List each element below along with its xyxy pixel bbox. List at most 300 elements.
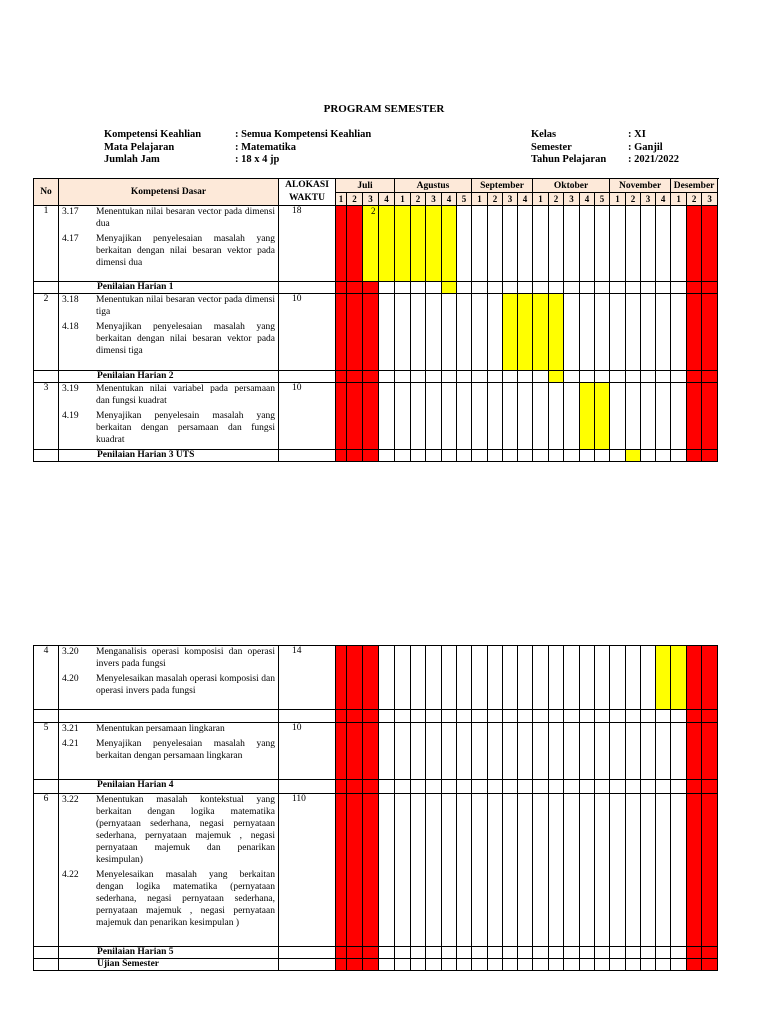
week-cell	[488, 282, 503, 294]
week-cell	[656, 450, 671, 462]
week-cell	[533, 947, 549, 959]
competency-code: 4.21	[62, 739, 79, 749]
week-header: 4	[656, 193, 671, 206]
week-cell	[336, 294, 347, 371]
week-cell	[503, 780, 518, 794]
week-header: 3	[426, 193, 442, 206]
week-cell	[580, 710, 595, 723]
competency-text: Menganalisis operasi komposisi dan operasi invers pada fungsi	[96, 647, 275, 669]
week-cell	[610, 794, 626, 947]
week-cell	[472, 947, 488, 959]
week-cell	[702, 780, 718, 794]
week-cell	[580, 294, 595, 371]
alokasi-cell	[279, 780, 336, 794]
week-header: 1	[533, 193, 549, 206]
week-cell	[472, 646, 488, 710]
week-cell	[687, 371, 702, 383]
info-row	[104, 142, 371, 155]
week-cell	[564, 294, 580, 371]
competency-cell	[59, 723, 279, 780]
week-cell	[626, 450, 641, 462]
week-cell	[363, 794, 379, 947]
page-title: PROGRAM SEMESTER	[323, 103, 445, 115]
alokasi-value: 10	[279, 294, 336, 371]
week-cell	[442, 206, 457, 282]
week-cell	[395, 206, 411, 282]
week-cell	[656, 646, 671, 710]
week-cell	[580, 371, 595, 383]
week-cell	[379, 959, 395, 971]
week-cell	[595, 371, 610, 383]
competency-code: 3.19	[62, 384, 79, 394]
week-cell	[641, 947, 656, 959]
week-cell	[395, 780, 411, 794]
competency-code: 3.18	[62, 295, 79, 305]
week-cell	[610, 294, 626, 371]
week-cell	[641, 450, 656, 462]
row-number: 5	[34, 723, 59, 780]
week-cell	[610, 646, 626, 710]
week-cell	[472, 371, 488, 383]
competency-code: 4.22	[62, 870, 79, 880]
competency-text: Menyajikan penyelesain masalah yang berkaitan dengan persamaan dan fungsi kuadrat	[96, 411, 275, 445]
week-cell	[503, 959, 518, 971]
week-cell	[426, 646, 442, 710]
competency-text: Menentukan nilai besaran vector pada dimensi tiga	[96, 295, 275, 317]
week-cell	[564, 282, 580, 294]
week-cell	[457, 206, 472, 282]
week-cell	[363, 282, 379, 294]
competency-row	[34, 723, 718, 780]
week-cell	[671, 206, 687, 282]
week-cell	[671, 282, 687, 294]
week-cell	[379, 947, 395, 959]
week-cell	[595, 780, 610, 794]
week-cell	[518, 282, 533, 294]
alokasi-cell	[279, 450, 336, 462]
week-header: 1	[671, 193, 687, 206]
week-cell	[472, 780, 488, 794]
week-cell	[395, 710, 411, 723]
week-cell	[626, 794, 641, 947]
week-cell	[457, 959, 472, 971]
week-cell	[363, 947, 379, 959]
assessment-row	[34, 780, 718, 794]
competency-text: Menentukan masalah kontekstual yang berkaitan dengan logika matematika (pernyataan sederhana, negasi pernyataan sederhana, pernyataan majemuk , negasi pernyataan majemuk dan penarikan kesimpulan)	[96, 795, 275, 865]
row-number: 1	[34, 206, 59, 282]
week-cell	[336, 959, 347, 971]
week-cell	[702, 206, 718, 282]
week-cell	[442, 383, 457, 450]
week-cell	[503, 450, 518, 462]
no-header: No	[34, 179, 59, 206]
week-cell	[411, 371, 426, 383]
week-cell	[580, 450, 595, 462]
week-cell	[363, 294, 379, 371]
info-value: : Ganjil	[628, 141, 663, 153]
week-header: 2	[549, 193, 564, 206]
week-cell	[687, 794, 702, 947]
info-label: Kelas	[531, 129, 557, 140]
week-cell	[641, 710, 656, 723]
week-cell	[503, 794, 518, 947]
week-cell	[626, 206, 641, 282]
week-cell	[702, 723, 718, 780]
assessment-label: Penilaian Harian 3 UTS	[59, 450, 279, 462]
week-cell	[442, 646, 457, 710]
assessment-row	[34, 710, 718, 723]
week-cell	[411, 646, 426, 710]
week-cell	[503, 282, 518, 294]
week-cell	[379, 206, 395, 282]
week-header: 2	[347, 193, 363, 206]
week-cell	[488, 371, 503, 383]
week-cell	[702, 947, 718, 959]
week-cell	[518, 383, 533, 450]
week-header: 3	[641, 193, 656, 206]
competency-text: Menentukan nilai besaran vector pada dimensi dua	[96, 207, 275, 229]
alokasi-value: 110	[279, 794, 336, 947]
week-cell	[687, 383, 702, 450]
week-cell	[379, 794, 395, 947]
week-cell	[671, 450, 687, 462]
week-cell	[641, 294, 656, 371]
week-cell	[595, 723, 610, 780]
week-cell	[610, 780, 626, 794]
week-cell	[457, 371, 472, 383]
week-cell	[472, 206, 488, 282]
row-number	[34, 947, 59, 959]
week-cell	[488, 723, 503, 780]
week-cell	[426, 710, 442, 723]
week-cell	[671, 383, 687, 450]
week-cell	[426, 723, 442, 780]
info-row	[531, 154, 679, 167]
alokasi-waktu-header	[279, 179, 336, 206]
week-cell	[426, 294, 442, 371]
row-number	[34, 450, 59, 462]
week-cell	[379, 723, 395, 780]
week-cell	[442, 794, 457, 947]
week-cell	[411, 450, 426, 462]
week-cell	[564, 959, 580, 971]
week-cell	[656, 710, 671, 723]
week-cell	[702, 959, 718, 971]
week-cell	[610, 959, 626, 971]
week-cell	[426, 780, 442, 794]
week-cell	[549, 947, 564, 959]
week-cell	[595, 710, 610, 723]
week-cell	[472, 723, 488, 780]
week-cell	[595, 282, 610, 294]
week-cell	[580, 780, 595, 794]
week-cell	[395, 646, 411, 710]
week-cell	[472, 294, 488, 371]
week-cell	[457, 794, 472, 947]
week-cell	[702, 282, 718, 294]
week-cell	[518, 723, 533, 780]
week-cell	[671, 723, 687, 780]
week-cell	[395, 282, 411, 294]
week-marker: 2	[371, 206, 376, 216]
row-number	[34, 780, 59, 794]
week-cell	[533, 646, 549, 710]
alokasi-cell	[279, 710, 336, 723]
week-cell	[395, 723, 411, 780]
row-number	[34, 371, 59, 383]
week-cell	[347, 282, 363, 294]
week-cell	[626, 646, 641, 710]
week-cell	[411, 947, 426, 959]
assessment-label: Penilaian Harian 4	[59, 780, 279, 794]
week-cell	[564, 371, 580, 383]
week-cell	[687, 723, 702, 780]
week-cell	[336, 710, 347, 723]
week-cell	[379, 450, 395, 462]
week-cell	[549, 383, 564, 450]
competency-item	[62, 794, 275, 866]
assessment-label: Penilaian Harian 1	[59, 282, 279, 294]
alokasi-cell	[279, 959, 336, 971]
week-cell	[426, 450, 442, 462]
week-cell	[363, 206, 379, 282]
week-cell	[347, 450, 363, 462]
week-header: 1	[472, 193, 488, 206]
week-cell	[702, 450, 718, 462]
week-cell	[363, 383, 379, 450]
week-cell	[426, 959, 442, 971]
week-cell	[457, 383, 472, 450]
competency-item	[62, 869, 275, 929]
week-cell	[442, 371, 457, 383]
week-cell	[347, 371, 363, 383]
schedule-table-bottom	[33, 645, 718, 971]
competency-code: 3.20	[62, 647, 79, 657]
week-cell	[549, 371, 564, 383]
week-cell	[503, 646, 518, 710]
week-cell	[656, 383, 671, 450]
week-cell	[641, 206, 656, 282]
week-cell	[656, 959, 671, 971]
competency-text: Menyajikan penyelesaian masalah yang berkaitan dengan persamaan lingkaran	[96, 739, 275, 761]
week-cell	[472, 959, 488, 971]
week-cell	[488, 959, 503, 971]
competency-row	[34, 646, 718, 710]
week-cell	[347, 780, 363, 794]
week-cell	[503, 371, 518, 383]
week-cell	[379, 646, 395, 710]
week-header: 4	[379, 193, 395, 206]
alokasi-value: 14	[279, 646, 336, 710]
week-cell	[395, 794, 411, 947]
competency-code: 3.17	[62, 207, 79, 217]
alokasi-value: 18	[279, 206, 336, 282]
competency-code: 3.21	[62, 724, 79, 734]
week-cell	[336, 794, 347, 947]
week-cell	[656, 282, 671, 294]
competency-item	[62, 233, 275, 269]
row-number	[34, 710, 59, 723]
week-cell	[671, 371, 687, 383]
competency-item	[62, 206, 275, 230]
week-cell	[347, 383, 363, 450]
week-cell	[347, 959, 363, 971]
week-cell	[533, 206, 549, 282]
week-cell	[457, 450, 472, 462]
week-cell	[488, 947, 503, 959]
week-cell	[518, 794, 533, 947]
schedule-table-top	[33, 178, 718, 462]
week-cell	[411, 959, 426, 971]
week-cell	[518, 959, 533, 971]
info-left	[104, 129, 371, 167]
week-cell	[626, 294, 641, 371]
week-cell	[595, 794, 610, 947]
week-cell	[442, 450, 457, 462]
info-label: Mata Pelajaran	[104, 141, 175, 153]
week-cell	[518, 646, 533, 710]
week-cell	[671, 646, 687, 710]
row-number: 3	[34, 383, 59, 450]
week-cell	[687, 780, 702, 794]
week-header: 1	[395, 193, 411, 206]
week-cell	[564, 383, 580, 450]
week-cell	[518, 371, 533, 383]
week-cell	[641, 646, 656, 710]
week-cell	[656, 723, 671, 780]
week-cell	[671, 710, 687, 723]
info-value: : XI	[628, 129, 646, 140]
competency-text: Menyelesaikan masalah yang berkaitan dengan logika matematika (pernyataan sederhana, negasi pernyataan sederhana, pernyataan majemuk , negasi pernyataan majemuk dan penarikan kesimpulan )	[96, 870, 275, 928]
week-cell	[395, 959, 411, 971]
week-cell	[533, 710, 549, 723]
month-header: Agustus	[395, 179, 472, 193]
week-cell	[442, 780, 457, 794]
info-row	[531, 142, 679, 155]
competency-item	[62, 738, 275, 762]
week-cell	[363, 371, 379, 383]
week-cell	[442, 710, 457, 723]
week-cell	[336, 450, 347, 462]
competency-item	[62, 646, 275, 670]
week-cell	[442, 947, 457, 959]
week-cell	[347, 646, 363, 710]
week-cell	[687, 206, 702, 282]
waktu-label: WAKTU	[289, 193, 325, 203]
week-cell	[336, 206, 347, 282]
week-header: 5	[457, 193, 472, 206]
week-cell	[580, 206, 595, 282]
competency-code: 4.19	[62, 411, 79, 421]
info-row	[531, 129, 679, 142]
assessment-label: Penilaian Harian 5	[59, 947, 279, 959]
week-cell	[595, 947, 610, 959]
week-cell	[610, 450, 626, 462]
week-cell	[549, 959, 564, 971]
week-cell	[411, 710, 426, 723]
alokasi-cell	[279, 371, 336, 383]
week-cell	[580, 282, 595, 294]
week-header: 1	[336, 193, 347, 206]
week-header: 4	[518, 193, 533, 206]
info-row	[104, 154, 371, 167]
month-header: September	[472, 179, 533, 193]
row-number	[34, 282, 59, 294]
week-cell	[626, 371, 641, 383]
week-cell	[626, 723, 641, 780]
competency-item	[62, 723, 275, 735]
week-cell	[395, 947, 411, 959]
week-cell	[347, 206, 363, 282]
week-cell	[426, 947, 442, 959]
week-cell	[641, 282, 656, 294]
week-cell	[488, 794, 503, 947]
week-cell	[564, 646, 580, 710]
info-right	[531, 129, 679, 167]
week-cell	[411, 723, 426, 780]
week-cell	[533, 723, 549, 780]
week-cell	[610, 383, 626, 450]
week-cell	[518, 947, 533, 959]
week-cell	[595, 294, 610, 371]
info-value: : 18 x 4 jp	[235, 154, 280, 165]
week-header: 2	[687, 193, 702, 206]
week-cell	[379, 294, 395, 371]
week-cell	[549, 450, 564, 462]
week-cell	[656, 794, 671, 947]
week-cell	[687, 294, 702, 371]
week-cell	[549, 794, 564, 947]
alokasi-value: 10	[279, 383, 336, 450]
week-cell	[533, 794, 549, 947]
competency-text: Menyajikan penyelesaian masalah yang berkaitan dengan nilai besaran vektor pada dimensi dua	[96, 234, 275, 268]
week-cell	[580, 646, 595, 710]
competency-row	[34, 206, 718, 282]
week-cell	[564, 723, 580, 780]
week-cell	[488, 646, 503, 710]
week-cell	[411, 383, 426, 450]
week-cell	[379, 282, 395, 294]
week-cell	[395, 371, 411, 383]
week-cell	[595, 450, 610, 462]
info-value: : 2021/2022	[628, 154, 680, 165]
week-cell	[671, 959, 687, 971]
week-cell	[533, 959, 549, 971]
competency-row	[34, 294, 718, 371]
week-cell	[656, 780, 671, 794]
week-cell	[363, 780, 379, 794]
week-cell	[336, 780, 347, 794]
week-cell	[626, 959, 641, 971]
competency-code: 4.20	[62, 674, 79, 684]
info-row	[104, 129, 371, 142]
week-cell	[472, 710, 488, 723]
week-cell	[702, 646, 718, 710]
week-cell	[411, 794, 426, 947]
assessment-label	[59, 710, 279, 723]
week-cell	[336, 947, 347, 959]
week-cell	[336, 383, 347, 450]
week-cell	[518, 206, 533, 282]
week-cell	[626, 780, 641, 794]
week-cell	[656, 206, 671, 282]
competency-item	[62, 673, 275, 697]
week-cell	[395, 383, 411, 450]
competency-cell	[59, 383, 279, 450]
week-cell	[610, 371, 626, 383]
week-header: 2	[626, 193, 641, 206]
week-cell	[564, 206, 580, 282]
